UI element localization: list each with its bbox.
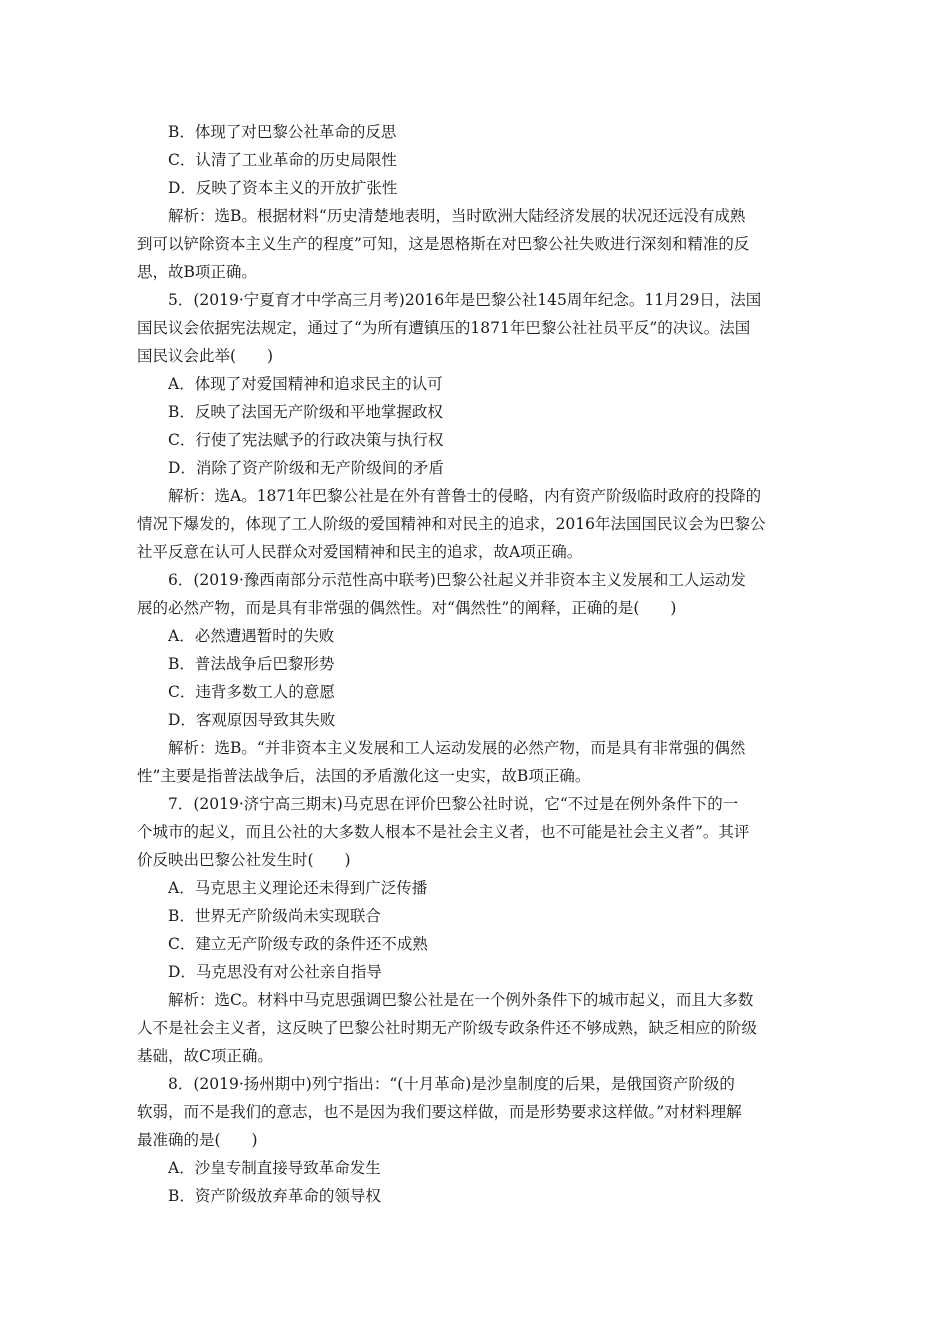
analysis-q5-line2: 情况下爆发的，体现了工人阶级的爱国精神和对民主的追求，2016年法国国民议会为巴黎公 bbox=[137, 515, 766, 533]
analysis-q6-line2: 性”主要是指普法战争后，法国的矛盾激化这一史实，故B项正确。 bbox=[137, 767, 591, 785]
option-b-q7: B．世界无产阶级尚未实现联合 bbox=[168, 907, 381, 925]
option-a-q8: A．沙皇专制直接导致革命发生 bbox=[168, 1159, 381, 1177]
option-a-q7: A．马克思主义理论还未得到广泛传播 bbox=[168, 879, 428, 897]
question-5-line2: 国民议会依据宪法规定，通过了“为所有遭镇压的1871年巴黎公社社员平反”的决议。法国 bbox=[137, 319, 751, 337]
option-b-q4: B．体现了对巴黎公社革命的反思 bbox=[168, 123, 397, 141]
question-6-line1: 6．(2019·豫西南部分示范性高中联考)巴黎公社起义并非资本主义发展和工人运动发 bbox=[168, 571, 746, 589]
question-8-line3: 最准确的是( ) bbox=[137, 1131, 258, 1149]
analysis-q5-line1: 解析：选A。1871年巴黎公社是在外有普鲁士的侵略，内有资产阶级临时政府的投降的 bbox=[168, 487, 762, 505]
option-a-q5: A．体现了对爱国精神和追求民主的认可 bbox=[168, 375, 443, 393]
question-8-line1: 8．(2019·扬州期中)列宁指出：“(十月革命)是沙皇制度的后果，是俄国资产阶级的 bbox=[168, 1075, 735, 1093]
question-6-line2: 展的必然产物，而是具有非常强的偶然性。对“偶然性”的阐释，正确的是( ) bbox=[137, 599, 677, 617]
question-8-line2: 软弱，而不是我们的意志，也不是因为我们要这样做，而是形势要求这样做。”对材料理解 bbox=[137, 1103, 742, 1121]
question-7-line3: 价反映出巴黎公社发生时( ) bbox=[137, 851, 351, 869]
question-5-line1: 5．(2019·宁夏育才中学高三月考)2016年是巴黎公社145周年纪念。11月29日，法国 bbox=[168, 291, 762, 309]
option-d-q5: D．消除了资产阶级和无产阶级间的矛盾 bbox=[168, 459, 444, 477]
option-c-q4: C．认清了工业革命的历史局限性 bbox=[168, 151, 397, 169]
option-c-q6: C．违背多数工人的意愿 bbox=[168, 683, 335, 701]
option-c-q5: C．行使了宪法赋予的行政决策与执行权 bbox=[168, 431, 444, 449]
analysis-q7-line2: 人不是社会主义者，这反映了巴黎公社时期无产阶级专政条件还不够成熟，缺乏相应的阶级 bbox=[137, 1019, 758, 1037]
option-d-q4: D．反映了资本主义的开放扩张性 bbox=[168, 179, 398, 197]
option-b-q5: B．反映了法国无产阶级和平地掌握政权 bbox=[168, 403, 443, 421]
option-c-q7: C．建立无产阶级专政的条件还不成熟 bbox=[168, 935, 428, 953]
option-b-q8: B．资产阶级放弃革命的领导权 bbox=[168, 1187, 381, 1205]
option-d-q7: D．马克思没有对公社亲自指导 bbox=[168, 963, 382, 981]
analysis-q4-line2: 到可以铲除资本主义生产的程度”可知，这是恩格斯在对巴黎公社失败进行深刻和精准的反 bbox=[137, 235, 750, 253]
analysis-q7-line3: 基础，故C项正确。 bbox=[137, 1047, 273, 1065]
question-5-line3: 国民议会此举( ) bbox=[137, 347, 274, 365]
analysis-q4-line1: 解析：选B。根据材料“历史清楚地表明，当时欧洲大陆经济发展的状况还远没有成熟 bbox=[168, 207, 746, 225]
analysis-q7-line1: 解析：选C。材料中马克思强调巴黎公社是在一个例外条件下的城市起义，而且大多数 bbox=[168, 991, 754, 1009]
option-a-q6: A．必然遭遇暂时的失败 bbox=[168, 627, 335, 645]
option-d-q6: D．客观原因导致其失败 bbox=[168, 711, 336, 729]
analysis-q4-line3: 思，故B项正确。 bbox=[137, 263, 257, 281]
question-7-line1: 7．(2019·济宁高三期末)马克思在评价巴黎公社时说，它“不过是在例外条件下的一 bbox=[168, 795, 739, 813]
analysis-q6-line1: 解析：选B。“并非资本主义发展和工人运动发展的必然产物，而是具有非常强的偶然 bbox=[168, 739, 746, 757]
analysis-q5-line3: 社平反意在认可人民群众对爱国精神和民主的追求，故A项正确。 bbox=[137, 543, 583, 561]
option-b-q6: B．普法战争后巴黎形势 bbox=[168, 655, 335, 673]
question-7-line2: 个城市的起义，而且公社的大多数人根本不是社会主义者，也不可能是社会主义者”。其评 bbox=[137, 823, 750, 841]
